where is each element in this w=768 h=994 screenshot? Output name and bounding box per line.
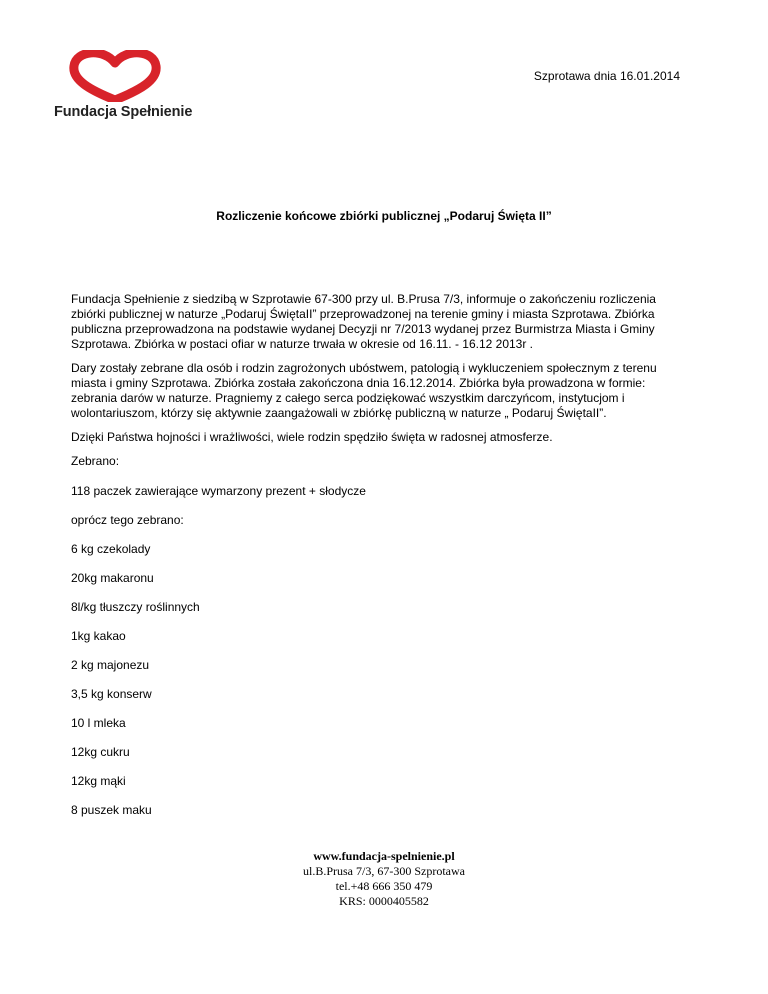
list-item: oprócz tego zebrano: xyxy=(71,513,184,527)
footer-address: ul.B.Prusa 7/3, 67-300 Szprotawa xyxy=(303,864,465,878)
document-date: Szprotawa dnia 16.01.2014 xyxy=(533,69,680,83)
paragraph: Dary zostały zebrane dla osób i rodzin zagrożonych ubóstwem, patologią i wykluczeniem społecznym z terenu miasta i gminy Szprotawa. Zbiórka została zakończona dnia 16.12.2014. Zbiórka była prowadzona w formie: zebrania darów w naturze. Pragniemy z całego serca podziękować wszystkim darczyńcom, instytucjom i wolontariuszom, którzy się aktywnie zaangażowali w zbiórkę publiczną w naturze „ Podaruj ŚwiętaII”. xyxy=(71,361,657,420)
list-item: 2 kg majonezu xyxy=(71,658,150,672)
footer-krs: KRS: 0000405582 xyxy=(339,894,429,908)
list-item: 8 puszek maku xyxy=(71,803,152,817)
paragraph: Dzięki Państwa hojności i wrażliwości, wiele rodzin spędziło święta w radosnej atmosferze. xyxy=(71,430,553,444)
footer-phone: tel.+48 666 350 479 xyxy=(335,879,433,893)
heart-logo-icon xyxy=(66,50,164,102)
list-item: 3,5 kg konserw xyxy=(71,687,152,701)
list-item: 12kg cukru xyxy=(71,745,130,759)
list-item: 6 kg czekolady xyxy=(71,542,151,556)
list-item: 20kg makaronu xyxy=(71,571,154,585)
footer xyxy=(0,849,768,909)
list-item: 1kg kakao xyxy=(71,629,126,643)
document-title: Rozliczenie końcowe zbiórki publicznej „Podaruj Święta II” xyxy=(216,209,552,223)
list-item: 118 paczek zawierające wymarzony prezent + słodycze xyxy=(71,484,366,498)
website-link[interactable]: www.fundacja-spelnienie.pl xyxy=(313,849,455,863)
document-body xyxy=(71,292,691,478)
paragraph: Fundacja Spełnienie z siedzibą w Szprotawie 67-300 przy ul. B.Prusa 7/3, informuje o zakończeniu rozliczenia zbiórki publicznej w naturze „Podaruj ŚwiętaII” przeprowadzonej na terenie gminy i miasta Szprotawa. Zbiórka publiczna przeprowadzona na podstawie wydanej Decyzji nr 7/2013 wydanej przez Burmistrza Miasta i Gminy Szprotawa. Zbiórka w postaci ofiar w naturze trwała w okresie od 16.11. - 16.12 2013r . xyxy=(71,292,656,351)
paragraph: Zebrano: xyxy=(71,454,120,468)
list-item: 12kg mąki xyxy=(71,774,126,788)
list-item: 8l/kg tłuszczy roślinnych xyxy=(71,600,200,614)
collected-items-list xyxy=(71,484,366,832)
brand-name: Fundacja Spełnienie xyxy=(54,104,193,120)
foundation-logo xyxy=(54,50,193,122)
list-item: 10 l mleka xyxy=(71,716,126,730)
